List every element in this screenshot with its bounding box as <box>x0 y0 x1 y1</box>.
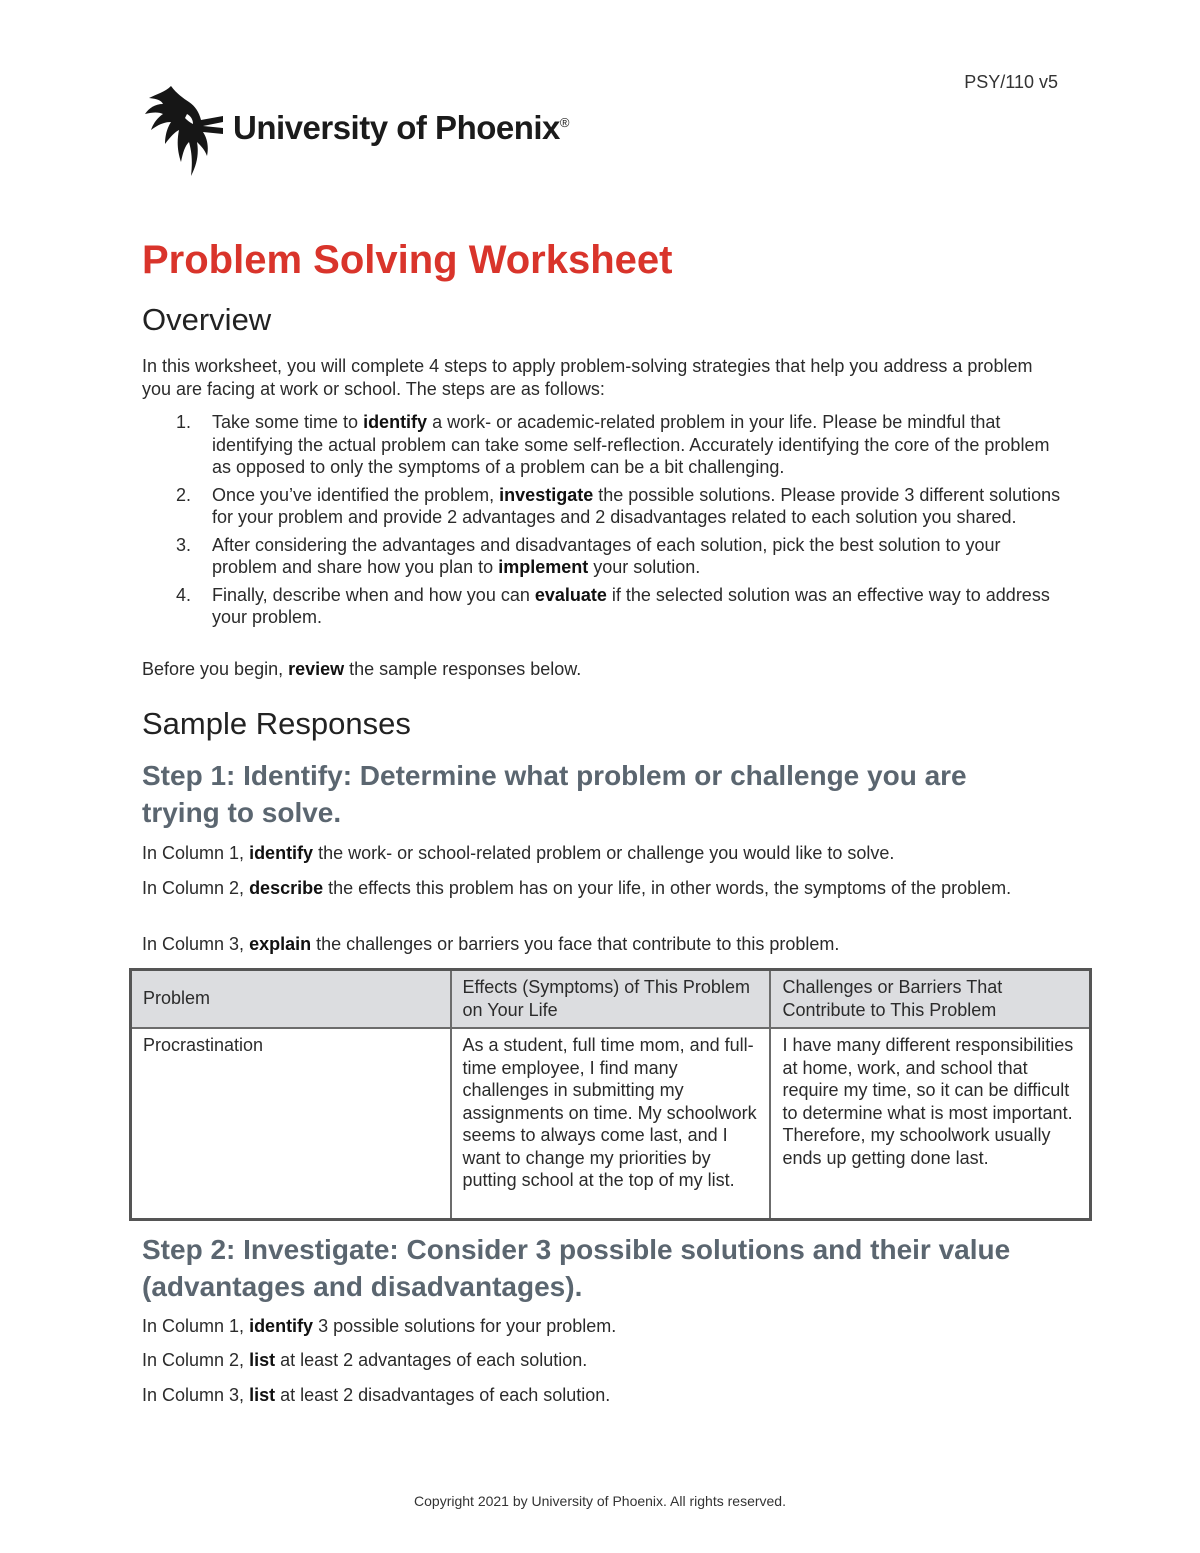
table-cell: As a student, full time mom, and full-time employee, I find many challenges in submitting my assignments on time. My schoolwork seems to always come last, and I want to change my priorities by putting school at the top of my list. <box>451 1028 771 1220</box>
page-title: Problem Solving Worksheet <box>142 238 673 282</box>
step1-column2-instruction: In Column 2, describe the effects this problem has on your life, in other words, the symptoms of the problem. <box>142 878 1012 898</box>
before-you-begin: Before you begin, review the sample responses below. <box>142 659 582 679</box>
table-cell: Procrastination <box>131 1028 451 1220</box>
table-row <box>131 1028 1091 1220</box>
phoenix-bird-icon <box>143 84 225 178</box>
step2-heading: Step 2: Investigate: Consider 3 possible solutions and their value (advantages and disadvantages). <box>142 1234 1011 1302</box>
sample-responses-heading: Sample Responses <box>142 706 411 741</box>
copyright-footer: Copyright 2021 by University of Phoenix. All rights reserved. <box>414 1493 786 1509</box>
logo-wordmark: University of Phoenix® <box>233 109 570 146</box>
step1-column1-instruction: In Column 1, identify the work- or school-related problem or challenge you would like to solve. <box>142 843 895 863</box>
overview-intro: In this worksheet, you will complete 4 steps to apply problem-solving strategies that help you address a problem you are facing at work or school. The steps are as follows: <box>142 356 1033 399</box>
table-header-cell: Challenges or Barriers That Contribute to This Problem <box>770 970 1090 1029</box>
list-item: 1. Take some time to identify a work- or academic-related problem in your life. Please be mindful that identifying the actual problem can take some self-reflection. Accurately identifying the core of the problem as opposed to only the symptoms of a problem can be a bit challenging. <box>176 412 1050 477</box>
step2-column2-instruction: In Column 2, list at least 2 advantages of each solution. <box>142 1350 588 1370</box>
steps-list <box>142 411 1062 634</box>
step1-heading: Step 1: Identify: Determine what problem or challenge you are trying to solve. <box>142 760 967 828</box>
list-item: 4. Finally, describe when and how you can evaluate if the selected solution was an effective way to address your problem. <box>176 584 1050 627</box>
table-cell: I have many different responsibilities at home, work, and school that require my time, so it can be difficult to determine what is most important. Therefore, my schoolwork usually ends up getting done last. <box>770 1028 1090 1220</box>
table-header-cell: Problem <box>131 970 451 1029</box>
step1-column3-instruction: In Column 3, explain the challenges or barriers you face that contribute to this problem. <box>142 934 840 954</box>
overview-heading: Overview <box>142 302 272 337</box>
course-code: PSY/110 v5 <box>964 72 1058 92</box>
list-item: 2. Once you’ve identified the problem, investigate the possible solutions. Please provide 3 different solutions for your problem and provide 2 advantages and 2 disadvantages related to each solution you shared. <box>176 484 1061 527</box>
step2-column3-instruction: In Column 3, list at least 2 disadvantages of each solution. <box>142 1385 611 1405</box>
step2-column1-instruction: In Column 1, identify 3 possible solutions for your problem. <box>142 1316 617 1336</box>
list-item: 3. After considering the advantages and disadvantages of each solution, pick the best solution to your problem and share how you plan to implement your solution. <box>176 534 1001 577</box>
sample-table <box>129 968 1092 1221</box>
table-header-cell: Effects (Symptoms) of This Problem on Your Life <box>451 970 771 1029</box>
university-logo <box>143 84 569 178</box>
table-header-row <box>131 970 1091 1029</box>
